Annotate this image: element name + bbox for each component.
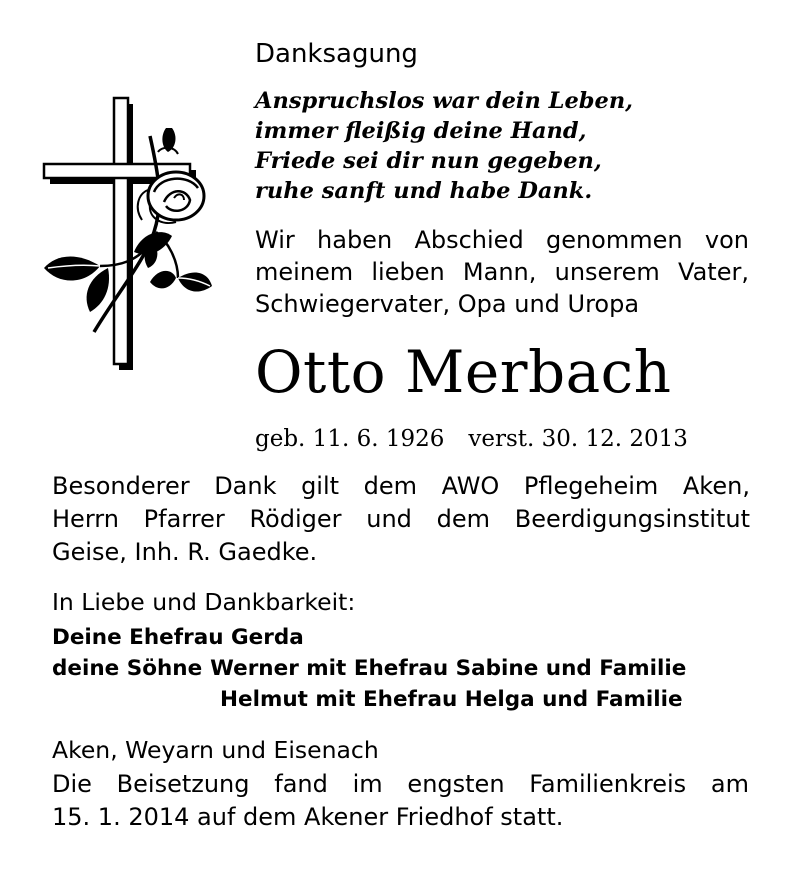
family-signatures (52, 622, 686, 715)
closing-phrase: In Liebe und Dankbarkeit: (52, 588, 356, 616)
deceased-name: Otto Merbach (255, 338, 672, 406)
thanks-line (52, 503, 750, 536)
word: Besonderer (52, 472, 190, 500)
word: engsten (407, 770, 505, 798)
word: meinem (255, 258, 354, 286)
life-dates (255, 422, 688, 456)
word: am (710, 770, 749, 798)
death-date: verst. 30. 12. 2013 (468, 426, 688, 452)
thanks-line (52, 470, 750, 503)
word: von (704, 226, 749, 254)
word: Beerdigungsinstitut (514, 505, 750, 533)
funeral-line: 15. 1. 2014 auf dem Akener Friedhof statt. (52, 803, 564, 831)
thanks-line: Geise, Inh. R. Gaedke. (52, 538, 318, 566)
word: unserem (554, 258, 660, 286)
word: Abschied (414, 226, 524, 254)
word: Familienkreis (529, 770, 687, 798)
son-entry: Werner mit Ehefrau Sabine und Familie (210, 656, 687, 681)
word: AWO (441, 472, 500, 500)
farewell-line: Schwiegervater, Opa und Uropa (255, 290, 640, 318)
birth-date: geb. 11. 6. 1926 (255, 426, 445, 452)
sons-label: deine Söhne (52, 656, 203, 681)
word: dem (363, 472, 418, 500)
notice-heading: Danksagung (255, 39, 418, 69)
word: Herrn (52, 505, 119, 533)
word: haben (317, 226, 393, 254)
word: lieben (371, 258, 445, 286)
word: fand (274, 770, 328, 798)
farewell-line (255, 256, 749, 288)
word: gilt (301, 472, 340, 500)
word: Aken, (682, 472, 750, 500)
poem (255, 86, 633, 206)
farewell-line (255, 224, 749, 256)
funeral-info (52, 768, 749, 834)
word: Wir (255, 226, 295, 254)
poem-line: Friede sei dir nun gegeben, (255, 148, 602, 174)
poem-line: Anspruchslos war dein Leben, (255, 88, 634, 114)
word: dem (436, 505, 491, 533)
word: und (366, 505, 412, 533)
word: Rödiger (249, 505, 342, 533)
cross-with-rose-icon (38, 92, 213, 372)
word: genommen (545, 226, 683, 254)
poem-line: ruhe sanft und habe Dank. (255, 178, 593, 204)
farewell-text (255, 224, 749, 320)
places-line: Aken, Weyarn und Eisenach (52, 736, 379, 764)
word: Die (52, 770, 92, 798)
special-thanks (52, 470, 750, 569)
word: Pfarrer (143, 505, 225, 533)
word: Pflegeheim (523, 472, 659, 500)
wife-line: Deine Ehefrau Gerda (52, 625, 304, 650)
word: Dank (214, 472, 277, 500)
word: Vater, (678, 258, 749, 286)
sons-line (52, 653, 686, 684)
poem-line: immer fleißig deine Hand, (255, 118, 587, 144)
word: Mann, (462, 258, 537, 286)
word: Beisetzung (116, 770, 250, 798)
son-entry: Helmut mit Ehefrau Helga und Familie (220, 687, 683, 712)
funeral-line (52, 768, 749, 801)
word: im (352, 770, 383, 798)
